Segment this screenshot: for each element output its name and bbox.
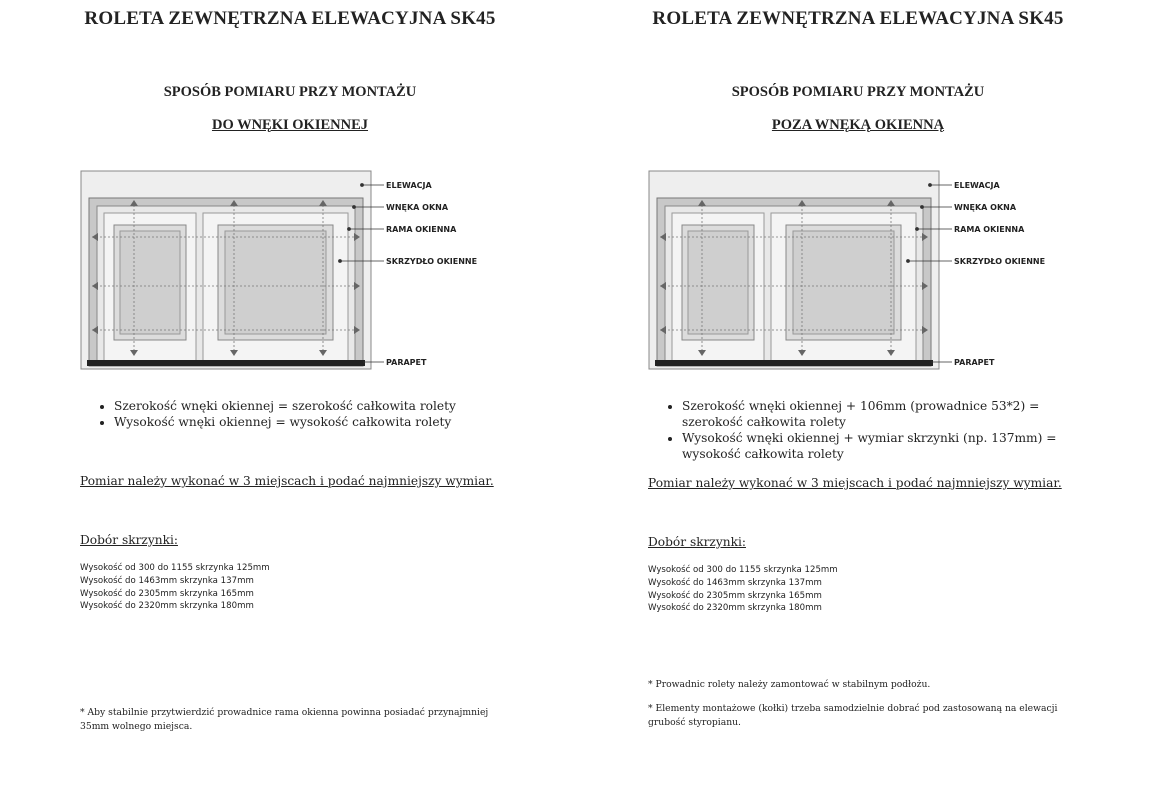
list-item: Wysokość do 2320mm skrzynka 180mm [80,601,254,612]
bullet-item: • Szerokość wnęki okiennej = szerokość całkowita rolety [114,398,534,414]
measurement-note: Pomiar należy wykonać w 3 miejscach i podać najmniejszy wymiar. [80,474,494,488]
page-title: ROLETA ZEWNĘTRZNA ELEWACYJNA SK45 [652,8,1064,29]
parapet [655,360,933,366]
bullet-item: • Szerokość wnęki okiennej + 106mm (prowadnice 53*2) = szerokość całkowita rolety [682,398,1102,430]
list-item: Wysokość od 300 do 1155 skrzynka 125mm [80,563,270,573]
measurement-bullets [96,398,534,430]
bullet-item: • Wysokość wnęki okiennej = wysokość całkowita rolety [114,414,534,430]
window-measurement-diagram [646,168,1046,376]
footnote: * Elementy montażowe (kołki) trzeba samodzielnie dobrać pod zastosowaną na elewacji grubość styropianu. [648,703,1058,728]
label-parapet: PARAPET [386,358,427,367]
window-measurement-diagram [78,168,478,376]
page-title: ROLETA ZEWNĘTRZNA ELEWACYJNA SK45 [84,8,496,29]
label-window-recess: WNĘKA OKNA [386,203,449,212]
box-selection-list [648,564,838,615]
label-window-sash: SKRZYDŁO OKIENNE [386,257,478,266]
box-selection-heading: Dobór skrzynki: [80,533,178,547]
measurement-bullets [664,398,1102,462]
list-item: Wysokość do 2305mm skrzynka 165mm [80,588,254,599]
page-right [568,0,1148,809]
measurement-note: Pomiar należy wykonać w 3 miejscach i podać najmniejszy wymiar. [648,476,1062,490]
section-variant-title: DO WNĘKI OKIENNEJ [211,117,369,133]
list-item: Wysokość do 2305mm skrzynka 165mm [648,590,822,601]
footnote: * Prowadnic rolety należy zamontować w stabilnym podłożu. [648,679,931,690]
label-window-frame: RAMA OKIENNA [386,225,457,234]
footnote: * Aby stabilnie przytwierdzić prowadnice rama okienna powinna posiadać przynajmniej 35mm wolnego miejsca. [80,707,489,732]
label-window-recess: WNĘKA OKNA [954,203,1017,212]
section-variant-title: POZA WNĘKĄ OKIENNĄ [771,117,945,133]
section-subtitle: SPOSÓB POMIARU PRZY MONTAŻU [163,84,417,100]
label-window-sash: SKRZYDŁO OKIENNE [954,257,1046,266]
box-selection-list [80,562,270,613]
section-subtitle: SPOSÓB POMIARU PRZY MONTAŻU [731,84,985,100]
label-parapet: PARAPET [954,358,995,367]
parapet [87,360,365,366]
list-item: Wysokość od 300 do 1155 skrzynka 125mm [648,565,838,575]
list-item: Wysokość do 2320mm skrzynka 180mm [648,603,822,614]
list-item: Wysokość do 1463mm skrzynka 137mm [648,577,822,588]
bullet-item: • Wysokość wnęki okiennej + wymiar skrzynki (np. 137mm) = wysokość całkowita rolety [682,430,1102,462]
label-window-frame: RAMA OKIENNA [954,225,1025,234]
label-elevation: ELEWACJA [386,181,432,190]
box-selection-heading: Dobór skrzynki: [648,535,746,549]
label-elevation: ELEWACJA [954,181,1000,190]
list-item: Wysokość do 1463mm skrzynka 137mm [80,575,254,586]
